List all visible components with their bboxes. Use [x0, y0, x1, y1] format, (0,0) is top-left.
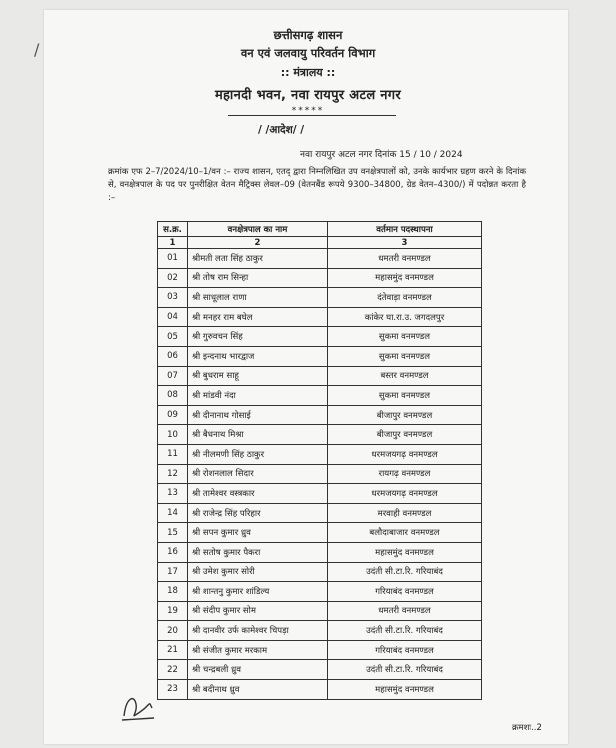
signature-mark	[118, 690, 158, 724]
posting-cell: उदंती सी.टा.रि. गरियाबंद	[328, 562, 482, 582]
posting-cell: महासमुंद वनमण्डल	[328, 542, 482, 562]
posting-cell: धरमजयगढ़ वनमण्डल	[328, 444, 482, 464]
name-cell: श्री उमेश कुमार सोरी	[188, 562, 328, 582]
posting-cell: बस्तर वनमण्डल	[328, 366, 482, 386]
name-cell: श्री मांडवी नंदा	[188, 386, 328, 406]
table-row	[158, 307, 482, 327]
posting-column-header: वर्तमान पदस्थापना	[328, 222, 482, 237]
name-cell: श्री नीलमणी सिंह ठाकुर	[188, 444, 328, 464]
posting-cell: गरियाबंद वनमण्डल	[328, 582, 482, 602]
serial-cell: 06	[158, 346, 188, 366]
posting-cell: मरवाही वनमण्डल	[328, 503, 482, 523]
table-row	[158, 425, 482, 445]
table-row	[158, 366, 482, 386]
serial-cell: 15	[158, 523, 188, 543]
table-row	[158, 680, 482, 700]
table-row	[158, 405, 482, 425]
name-cell: श्री इन्दनाथ भारद्वाज	[188, 346, 328, 366]
serial-cell: 08	[158, 386, 188, 406]
table-row	[158, 523, 482, 543]
name-cell: श्री बैधनाथ मिश्रा	[188, 425, 328, 445]
table-row	[158, 640, 482, 660]
serial-cell: 03	[158, 288, 188, 308]
serial-cell: 09	[158, 405, 188, 425]
date-line: नवा रायपुर अटल नगर दिनांक 15 / 10 / 2024	[300, 150, 463, 160]
posting-cell: बीजापुर वनमण्डल	[328, 425, 482, 445]
order-title: / /आदेश/ /	[258, 124, 305, 136]
govt-heading: छत्तीसगढ़ शासन	[273, 28, 343, 42]
table-row	[158, 562, 482, 582]
name-cell: श्री संजीत कुमार मरकाम	[188, 640, 328, 660]
address-heading: महानदी भवन, नवा रायपुर अटल नगर	[214, 88, 402, 103]
table-row	[158, 582, 482, 602]
table-row	[158, 268, 482, 288]
posting-cell: उदंती सी.टा.रि. गरियाबंद	[328, 621, 482, 641]
name-cell: श्री संदीप कुमार सोम	[188, 601, 328, 621]
name-cell: श्री बुधराम साहू	[188, 366, 328, 386]
serial-cell: 12	[158, 464, 188, 484]
serial-cell: 17	[158, 562, 188, 582]
page-continuation: क्रमशः..2	[512, 723, 542, 733]
column-index: 3	[328, 237, 482, 249]
serial-cell: 23	[158, 680, 188, 700]
table-row	[158, 484, 482, 504]
serial-cell: 18	[158, 582, 188, 602]
name-cell: श्री दीनानाथ गोसाई	[188, 405, 328, 425]
header-divider	[228, 115, 396, 116]
pen-mark: /	[34, 40, 40, 59]
serial-cell: 14	[158, 503, 188, 523]
name-cell: श्री चन्द्रबली ध्रुव	[188, 660, 328, 680]
name-cell: श्री सतोष कुमार पैकरा	[188, 542, 328, 562]
table-row	[158, 327, 482, 347]
name-cell: श्री मनहर राम बघेल	[188, 307, 328, 327]
posting-cell: धरमजयगढ़ वनमण्डल	[328, 484, 482, 504]
table-row	[158, 601, 482, 621]
table-row	[158, 444, 482, 464]
stars-separator: *****	[291, 106, 325, 116]
serial-cell: 01	[158, 249, 188, 269]
name-cell: श्री सपन कुमार ध्रुव	[188, 523, 328, 543]
serial-cell: 10	[158, 425, 188, 445]
serial-cell: 21	[158, 640, 188, 660]
posting-cell: सुकमा वनमण्डल	[328, 386, 482, 406]
posting-cell: महासमुंद वनमण्डल	[328, 680, 482, 700]
column-index-row	[158, 237, 482, 249]
serial-cell: 19	[158, 601, 188, 621]
table-row	[158, 503, 482, 523]
name-cell: श्री तामेश्वर वस्त्रकार	[188, 484, 328, 504]
table-row	[158, 542, 482, 562]
table-row	[158, 621, 482, 641]
name-cell: श्री राजेन्द्र सिंह परिहार	[188, 503, 328, 523]
table-row	[158, 346, 482, 366]
posting-cell: सुकमा वनमण्डल	[328, 346, 482, 366]
table-row	[158, 288, 482, 308]
serial-cell: 04	[158, 307, 188, 327]
department-heading: वन एवं जलवायु परिवर्तन विभाग	[240, 46, 376, 60]
posting-cell: रायगढ़ वनमण्डल	[328, 464, 482, 484]
table-row	[158, 660, 482, 680]
name-cell: श्री रोशनलाल सिदार	[188, 464, 328, 484]
posting-cell: महासमुंद वनमण्डल	[328, 268, 482, 288]
name-cell: श्री गुरुवचन सिंह	[188, 327, 328, 347]
posting-cell: बलौदाबाजार वनमण्डल	[328, 523, 482, 543]
serial-cell: 11	[158, 444, 188, 464]
name-cell: श्री बदीनाथ ध्रुव	[188, 680, 328, 700]
office-heading: :: मंत्रालय ::	[280, 66, 336, 79]
name-cell: श्री साधूलाल राणा	[188, 288, 328, 308]
posting-cell: सुकमा वनमण्डल	[328, 327, 482, 347]
posting-cell: धमतरी वनमण्डल	[328, 601, 482, 621]
column-index: 1	[158, 237, 188, 249]
posting-cell: उदंती सी.टा.रि. गरियाबंद	[328, 660, 482, 680]
promotion-table	[157, 221, 482, 700]
serial-cell: 20	[158, 621, 188, 641]
table-row	[158, 464, 482, 484]
name-cell: श्री दानवीर उर्फ कामेश्वर चिपड़ा	[188, 621, 328, 641]
column-index: 2	[188, 237, 328, 249]
posting-cell: कांकेर घा.रा.उ. जगदलपुर	[328, 307, 482, 327]
serial-column-header: स.क्र.	[158, 222, 188, 237]
table-row	[158, 386, 482, 406]
posting-cell: बीजापुर वनमण्डल	[328, 405, 482, 425]
posting-cell: गरियाबंद वनमण्डल	[328, 640, 482, 660]
serial-cell: 13	[158, 484, 188, 504]
name-cell: श्री शान्तनु कुमार शांडिल्य	[188, 582, 328, 602]
posting-cell: धमतरी वनमण्डल	[328, 249, 482, 269]
posting-cell: दंतेवाड़ा वनमण्डल	[328, 288, 482, 308]
serial-cell: 07	[158, 366, 188, 386]
serial-cell: 22	[158, 660, 188, 680]
serial-cell: 16	[158, 542, 188, 562]
intro-paragraph: क्रमांक एफ 2–7/2024/10–1/वन :– राज्य शासन, एतद् द्वारा निम्नलिखित उप वनक्षेत्रपालों को, उनके कार्यभार ग्रहण करने के दिनांक से, वनक्षेत्रपाल के पद पर पुनरीक्षित वेतन मैट्रिक्स लेवल–09 (वेतनबैंड रूपये 9300–34800, ग्रेड वेतन–4300/) में पदोन्नत करता है :–	[108, 167, 526, 203]
serial-cell: 05	[158, 327, 188, 347]
table-row	[158, 249, 482, 269]
serial-cell: 02	[158, 268, 188, 288]
name-cell: श्री तोष राम सिन्हा	[188, 268, 328, 288]
name-cell: श्रीमती लता सिंह ठाकुर	[188, 249, 328, 269]
table-header-row	[158, 222, 482, 237]
name-column-header: वनक्षेत्रपाल का नाम	[188, 222, 328, 237]
